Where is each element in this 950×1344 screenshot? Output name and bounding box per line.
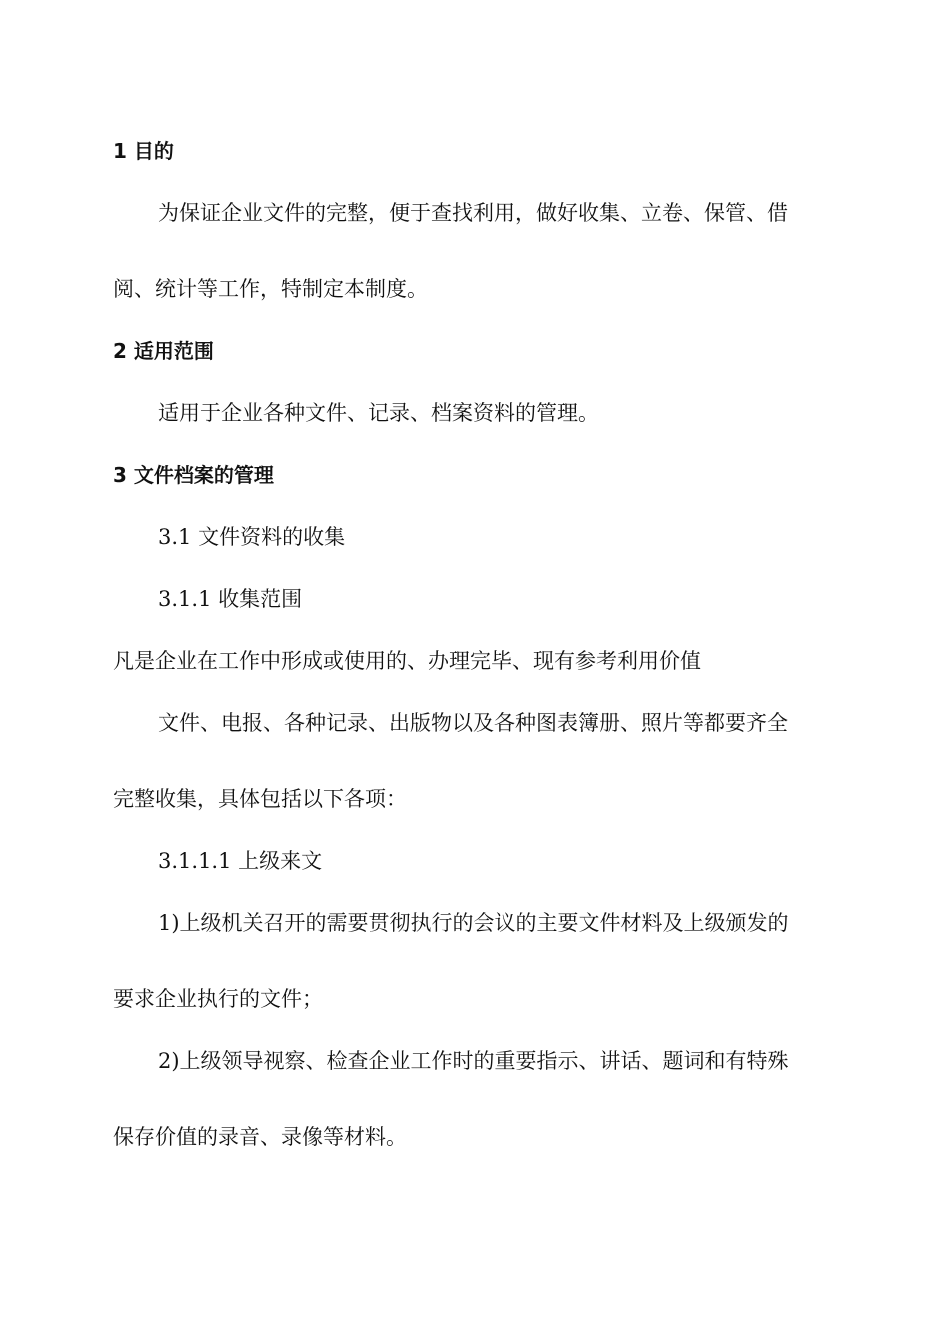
collection-scope-paragraph-2-line-1: 文件、电报、各种记录、出版物以及各种图表簿册、照片等都要齐全 bbox=[158, 711, 788, 735]
list-item-2-line-2: 保存价值的录音、录像等材料。 bbox=[113, 1125, 407, 1149]
list-item-1-line-1: 1)上级机关召开的需要贯彻执行的会议的主要文件材料及上级颁发的 bbox=[158, 911, 789, 935]
section-2-heading: 2 适用范围 bbox=[113, 339, 214, 363]
collection-scope-paragraph-1: 凡是企业在工作中形成或使用的、办理完毕、现有参考利用价值 bbox=[113, 649, 701, 673]
list-item-1-line-2: 要求企业执行的文件； bbox=[113, 987, 323, 1011]
section-2-paragraph: 适用于企业各种文件、记录、档案资料的管理。 bbox=[158, 401, 599, 425]
section-1-paragraph-line-1: 为保证企业文件的完整，便于查找利用，做好收集、立卷、保管、借 bbox=[158, 201, 788, 225]
subsection-3-1-1-1-heading: 3.1.1.1 上级来文 bbox=[158, 849, 323, 873]
section-3-heading: 3 文件档案的管理 bbox=[113, 463, 274, 487]
section-1-heading: 1 目的 bbox=[113, 139, 174, 163]
subsection-3-1-heading: 3.1 文件资料的收集 bbox=[158, 525, 346, 549]
subsection-3-1-1-heading: 3.1.1 收集范围 bbox=[158, 587, 303, 611]
collection-scope-paragraph-2-line-2: 完整收集，具体包括以下各项： bbox=[113, 787, 407, 811]
section-1-paragraph-line-2: 阅、统计等工作，特制定本制度。 bbox=[113, 277, 428, 301]
list-item-2-line-1: 2)上级领导视察、检查企业工作时的重要指示、讲话、题词和有特殊 bbox=[158, 1049, 789, 1073]
